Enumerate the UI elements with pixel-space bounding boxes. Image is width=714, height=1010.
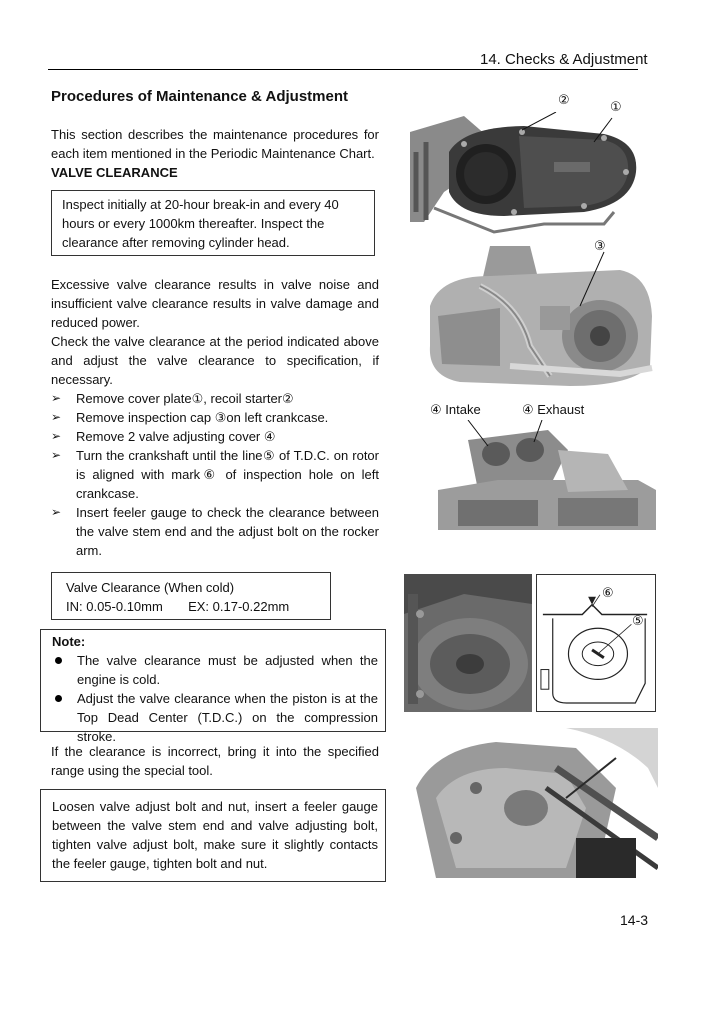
exhaust-label: ④ Exhaust (522, 402, 585, 417)
page-title: Procedures of Maintenance & Adjustment (51, 88, 348, 105)
crankcase-illustration (420, 246, 656, 390)
procedure-steps (51, 389, 379, 560)
feeler-gauge-photo (416, 728, 658, 886)
engine-cover-illustration (404, 112, 656, 238)
feeler-gauge-illustration (416, 728, 658, 886)
exhaust-spec: EX: 0.17-0.22mm (188, 599, 290, 614)
spec-values (66, 597, 316, 616)
engine-cover-photo (404, 112, 656, 238)
intro-text: This section describes the maintenance procedures for each item mentioned in the Periodic Maintenance Chart. (51, 127, 379, 161)
callout-6: ⑥ (602, 585, 614, 600)
callout-1: ① (610, 99, 622, 114)
list-item: ➢ Remove 2 valve adjusting cover ④ (51, 429, 276, 444)
note-list (52, 651, 378, 746)
cylinder-head-photo (438, 420, 656, 530)
rotor-hole-illustration (404, 574, 532, 712)
note-box (40, 629, 386, 744)
list-item: ➢ Remove inspection cap ③on left crankcase. (51, 410, 329, 425)
special-tool-paragraph: If the clearance is incorrect, bring it into the specified range using the special tool. (51, 744, 379, 778)
arrow-bullet-icon: ➢ (51, 505, 62, 519)
rotor-diagram (536, 574, 656, 712)
valve-clearance-heading: VALVE CLEARANCE (51, 165, 178, 180)
intro-paragraph (51, 125, 379, 182)
section-header: 14. Checks & Adjustment (480, 51, 648, 68)
page-number: 14-3 (620, 912, 649, 928)
cylinder-head-illustration (438, 420, 656, 530)
procedure-section (51, 275, 379, 560)
intake-label: ④ Intake (430, 402, 481, 417)
list-item: Adjust the valve clearance when the piston is at the Top Dead Center (T.D.C.) on the compression stroke. (52, 689, 378, 746)
bullet-dot-icon (55, 657, 62, 664)
arrow-bullet-icon: ➢ (51, 429, 62, 443)
inspection-interval-box (51, 190, 375, 256)
list-item: ➢ Insert feeler gauge to check the clearance between the valve stem end and the adjust bolt on the rocker arm. (51, 505, 379, 558)
spec-title: Valve Clearance (When cold) (66, 580, 235, 595)
arrow-bullet-icon: ➢ (51, 448, 62, 462)
tdc-mark-diagram (537, 575, 655, 711)
list-item: ➢ Turn the crankshaft until the line⑤ of T.D.C. on rotor is aligned with mark⑥ of inspection hole on left crankcase. (51, 448, 379, 501)
callout-5: ⑤ (632, 613, 644, 628)
valve-clearance-spec-box (51, 572, 331, 620)
callout-3: ③ (594, 238, 606, 253)
note-title: Note: (52, 634, 86, 649)
list-item: ➢ Remove cover plate①, recoil starter② (51, 391, 294, 406)
callout-2: ② (558, 92, 570, 107)
clearance-effects-paragraph: Excessive valve clearance results in valve noise and insufficient valve clearance results in valve damage and reduced power. (51, 277, 379, 330)
list-item: The valve clearance must be adjusted when the engine is cold. (52, 651, 378, 689)
arrow-bullet-icon: ➢ (51, 410, 62, 424)
intake-spec: IN: 0.05-0.10mm (66, 599, 163, 614)
arrow-bullet-icon: ➢ (51, 391, 62, 405)
rotor-hole-photo (404, 574, 532, 712)
crankcase-photo (420, 246, 656, 390)
check-paragraph: Check the valve clearance at the period indicated above and adjust the valve clearance to specification, if necessary. (51, 334, 379, 387)
bullet-dot-icon (55, 695, 62, 702)
inspection-interval-text: Inspect initially at 20-hour break-in and every 40 hours or every 1000km thereafter. Inspect the clearance after removing cylinder head. (62, 197, 339, 250)
adjustment-procedure-text: Loosen valve adjust bolt and nut, insert a feeler gauge between the valve stem end and valve adjusting bolt, tighten valve adjust bolt, make sure it slightly contacts the feeler gauge, tighten bolt and nut. (52, 799, 378, 871)
adjustment-procedure-box (40, 789, 386, 882)
header-rule (48, 69, 638, 70)
